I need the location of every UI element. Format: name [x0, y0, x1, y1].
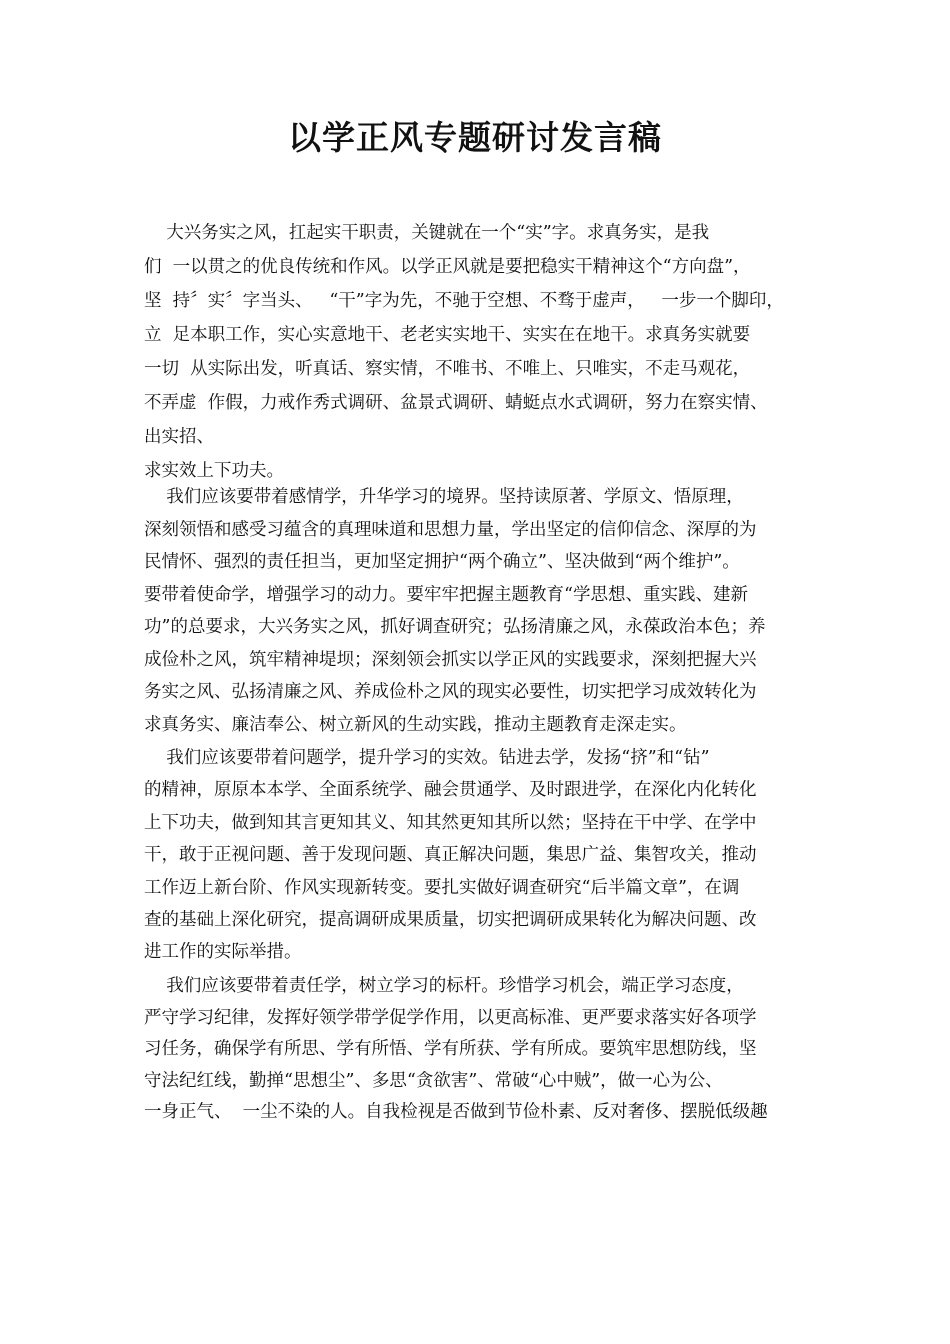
text-line: 守法纪红线，勤掸“思想尘”、多思“贪欲害”、常破“心中贼”，做一心为公、: [144, 1070, 723, 1091]
text-line: 大兴务实之风，扛起实干职责，关键就在一个“实”字。求真务实，是我: [144, 223, 710, 243]
text-line: 民情怀、强烈的责任担当，更加坚定拥护“两个确立”、坚决做到“两个维护”。: [144, 552, 740, 572]
text-line: 立 足本职工作，实心实意地干、老老实实地干、实实在在地干。求真务实就要: [144, 325, 751, 345]
paragraph-2: [144, 481, 824, 741]
text-line: 要带着使命学，增强学习的动力。要牢牢把握主题教育“学思想、重实践、建新: [144, 584, 748, 605]
text-line: 我们应该要带着责任学，树立学习的标杆。珍惜学习机会，端正学习态度，: [144, 976, 744, 996]
text-line: 求实效上下功夫。: [144, 461, 284, 481]
text-line: 查的基础上深化研究，提高调研成果质量，切实把调研成果转化为解决问题、改: [144, 909, 757, 930]
text-line: 进工作的实际举措。: [144, 942, 302, 963]
text-line: 一身正气、 一尘不染的人。自我检视是否做到节俭朴素、反对奢侈、摆脱低级趣: [144, 1102, 768, 1123]
paragraph-1: [144, 216, 824, 488]
text-line: 坚 持〞实〞字当头、 “干”字为先，不驰于空想、不骛于虚声， 一步一个脚印，: [144, 291, 784, 311]
text-line: 的精神，原原本本学、全面系统学、融会贯通学、及时跟进学，在深化内化转化: [144, 780, 757, 801]
text-line: 不弄虚 作假，力戒作秀式调研、盆景式调研、蜻蜓点水式调研，努力在察实情、: [144, 393, 768, 413]
text-line: 严守学习纪律，发挥好领学带学促学作用，以更高标准、更严要求落实好各项学: [144, 1007, 757, 1028]
text-line: 出实招、: [144, 427, 214, 447]
text-line: 功”的总要求，大兴务实之风，抓好调查研究；弘扬清廉之风，永葆政治本色；养: [144, 617, 766, 637]
text-line: 我们应该要带着问题学，提升学习的实效。钻进去学，发扬“挤”和“钻”: [144, 748, 710, 768]
text-line: 干，敢于正视问题、善于发现问题、真正解决问题，集思广益、集智攻关，推动: [144, 845, 757, 866]
text-line: 务实之风、弘扬清廉之风、养成俭朴之风的现实必要性，切实把学习成效转化为: [144, 682, 757, 702]
text-line: 一切 从实际出发，听真话、察实情，不唯书、不唯上、只唯实，不走马观花，: [144, 359, 751, 379]
text-line: 工作迈上新台阶、作风实现新转变。要扎实做好调查研究“后半篇文章”，在调: [144, 877, 740, 898]
text-line: 上下功夫，做到知其言更知其义、知其然更知其所以然；坚持在干中学、在学中: [144, 812, 757, 833]
text-line: 成俭朴之风，筑牢精神堤坝；深刻领会抓实以学正风的实践要求，深刻把握大兴: [144, 649, 757, 670]
text-line: 们 一以贯之的优良传统和作风。以学正风就是要把稳实干精神这个“方向盘”，: [144, 257, 751, 277]
paragraph-4: [144, 971, 824, 1129]
document-title: 以学正风专题研讨发言稿: [288, 118, 662, 157]
text-line: 我们应该要带着感情学，升华学习的境界。坚持读原著、学原文、悟原理，: [144, 487, 744, 507]
text-line: 深刻领悟和感受习蕴含的真理味道和思想力量，学出坚定的信仰信念、深厚的为: [144, 519, 757, 540]
paragraph-3: [144, 742, 824, 969]
text-line: 求真务实、廉洁奉公、树立新风的生动实践，推动主题教育走深走实。: [144, 714, 687, 735]
text-line: 习任务，确保学有所思、学有所悟、学有所获、学有所成。要筑牢思想防线，坚: [144, 1039, 757, 1060]
